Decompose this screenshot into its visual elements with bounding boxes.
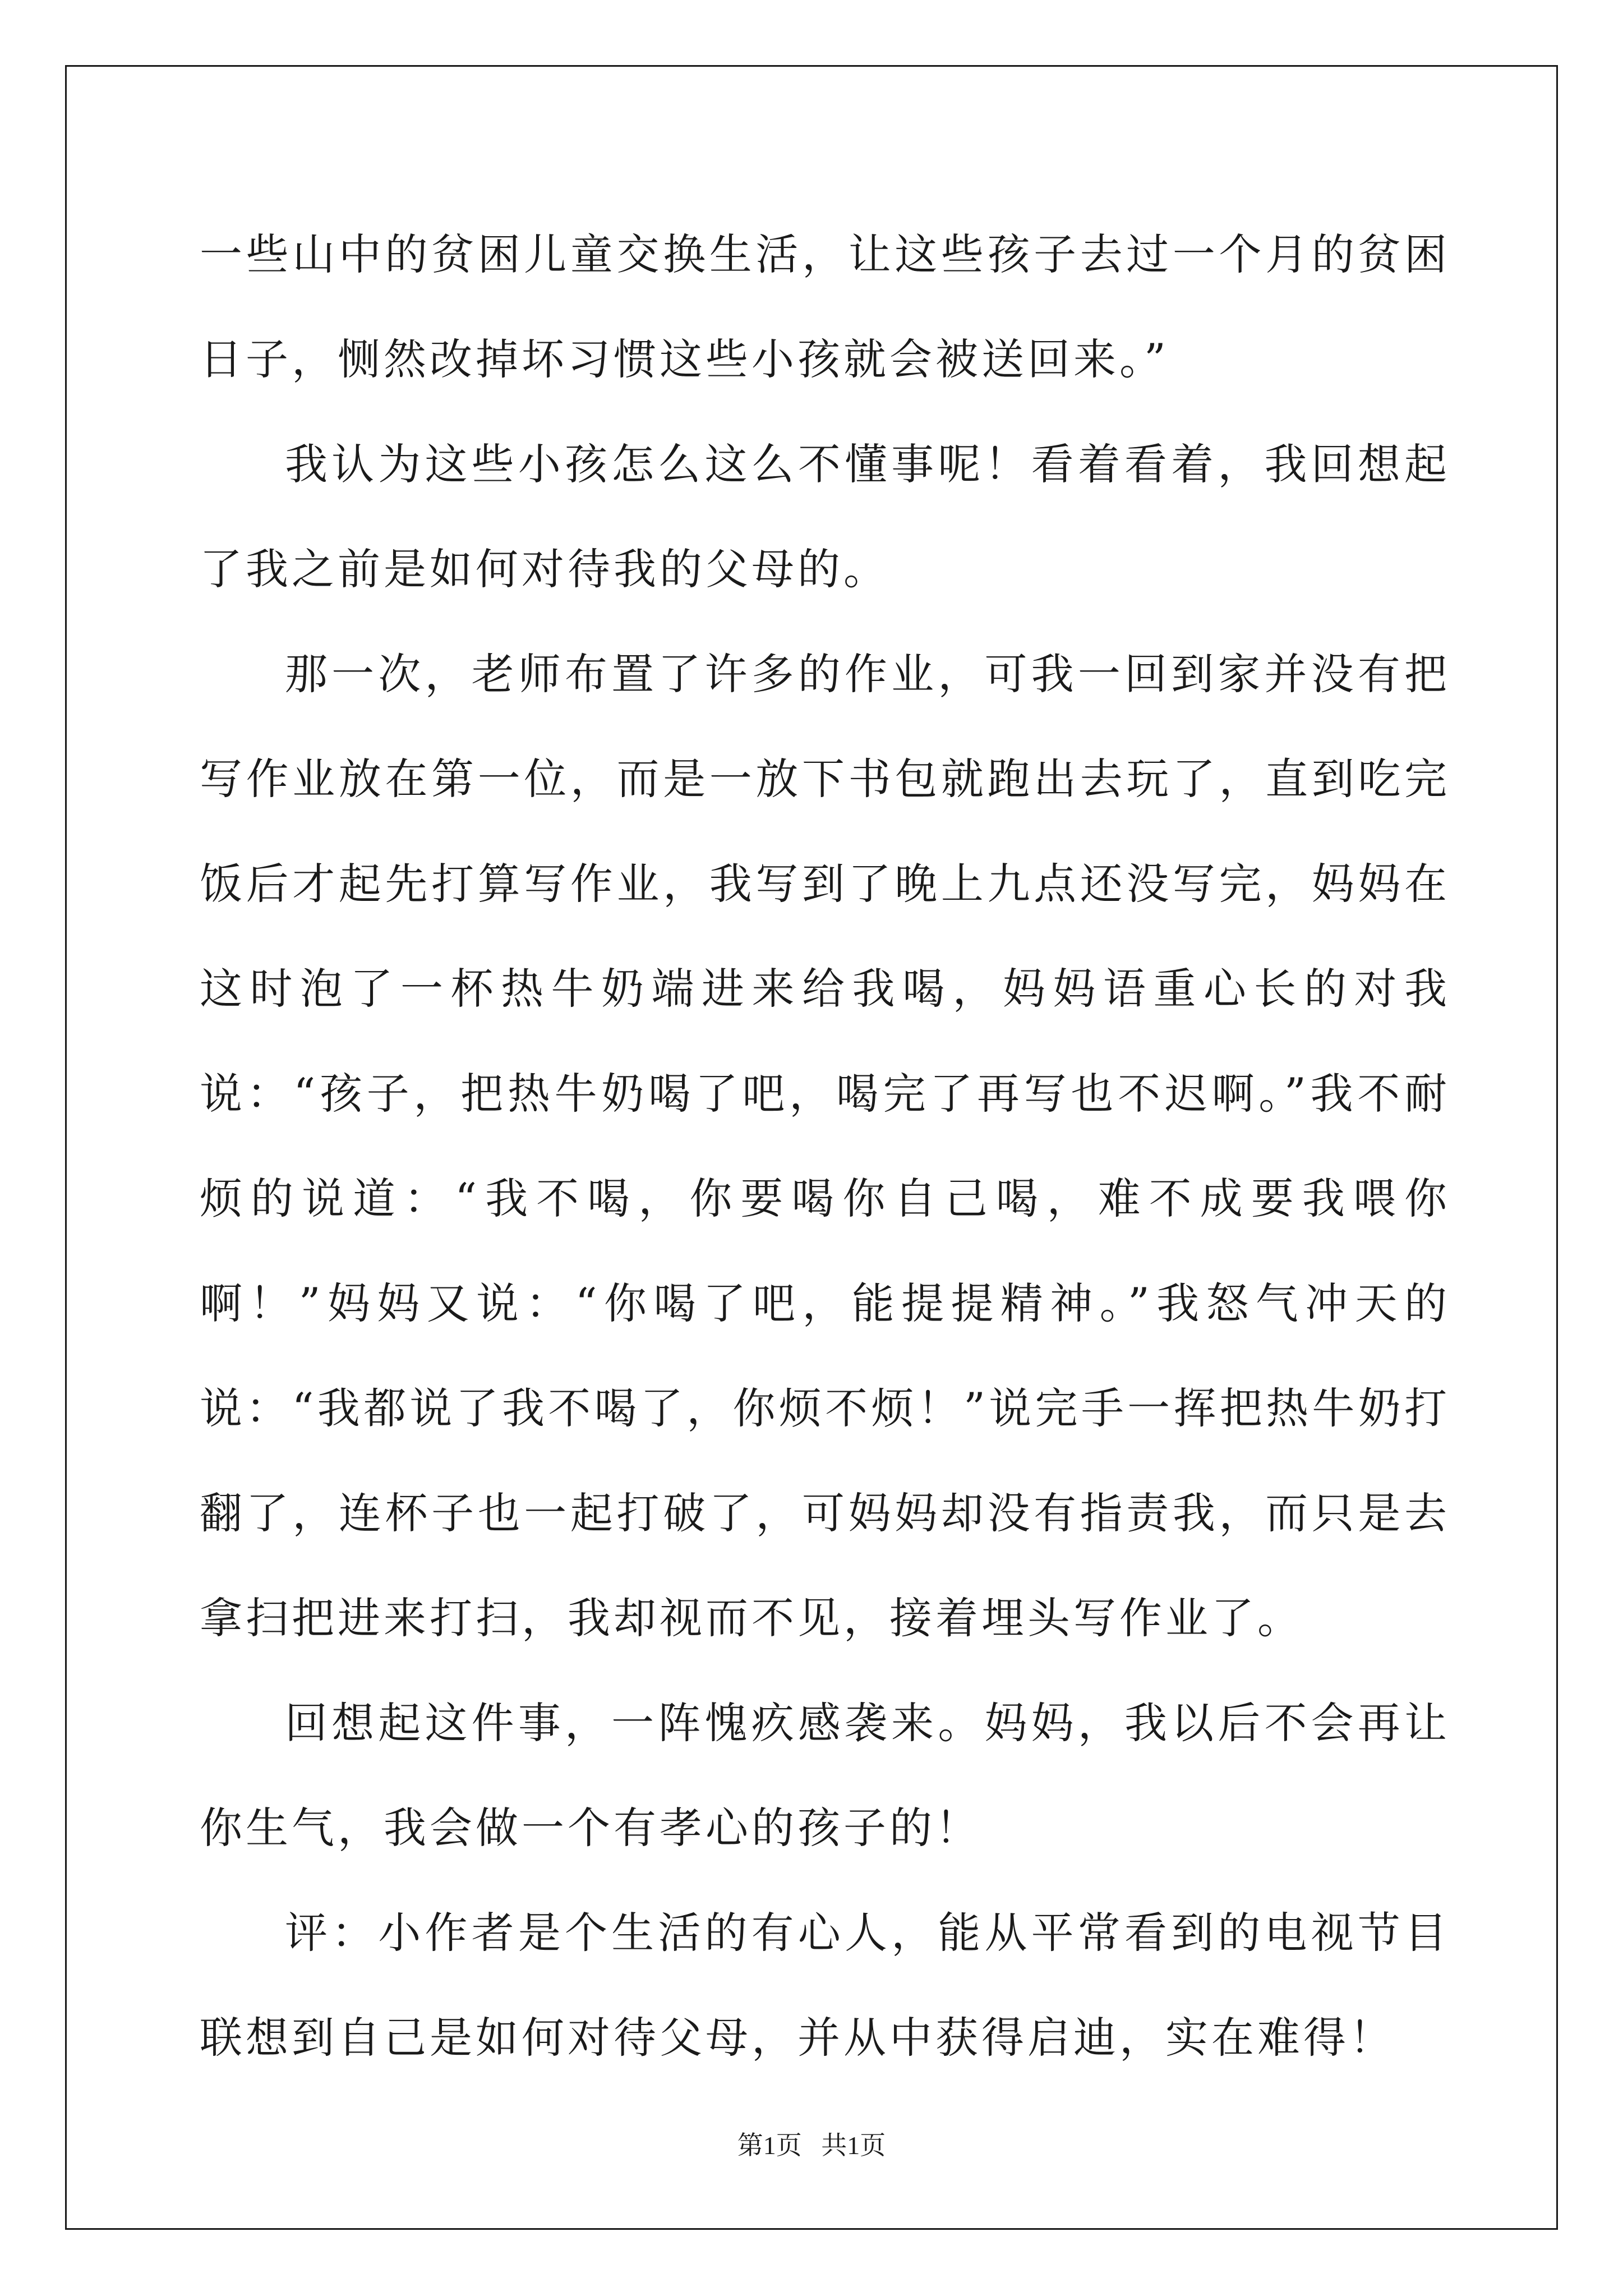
- page-number: 第1页: [737, 2131, 802, 2160]
- paragraph-2: 我认为这些小孩怎么这么不懂事呢！看着看着，我回想起了我之前是如何对待我的父母的。: [200, 439, 1450, 594]
- paragraph-5: 评：小作者是个生活的有心人，能从平常看到的电视节目联想到自己是如何对待父母，并从中获得启迪，实在难得！: [200, 1908, 1450, 2063]
- document-body: [200, 202, 1450, 2090]
- page-total: 共1页: [821, 2131, 886, 2160]
- paragraph-1: 一些山中的贫困儿童交换生活，让这些孩子去过一个月的贫困日子，恻然改掉坏习惯这些小孩就会被送回来。”: [200, 229, 1450, 384]
- page-footer: [0, 2125, 1623, 2162]
- paragraph-3: 那一次，老师布置了许多的作业，可我一回到家并没有把写作业放在第一位，而是一放下书包就跑出去玩了，直到吃完饭后才起先打算写作业，我写到了晚上九点还没写完，妈妈在这时泡了一杯热牛奶端进来给我喝，妈妈语重心长的对我说：“孩子，把热牛奶喝了吧，喝完了再写也不迟啊。”我不耐烦的说道：“我不喝，你要喝你自己喝，难不成要我喂你啊！”妈妈又说：“你喝了吧，能提提精神。”我怒气冲天的说：“我都说了我不喝了，你烦不烦！”说完手一挥把热牛奶打翻了，连杯子也一起打破了，可妈妈却没有指责我，而只是去拿扫把进来打扫，我却视而不见，接着埋头写作业了。: [200, 649, 1450, 1643]
- paragraph-4: 回想起这件事，一阵愧疚感袭来。妈妈，我以后不会再让你生气，我会做一个有孝心的孩子的！: [200, 1698, 1450, 1853]
